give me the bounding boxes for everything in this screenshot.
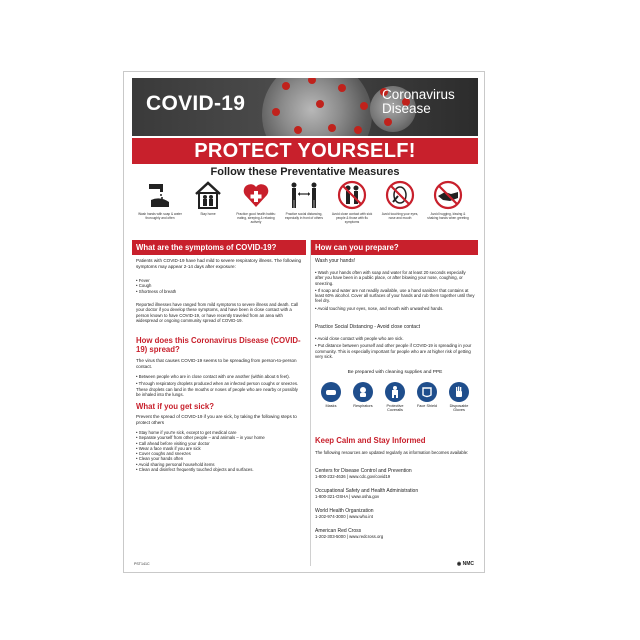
ppe-label: Face Shield <box>416 404 438 408</box>
product-code: PST141C <box>134 562 150 566</box>
ppe-item <box>349 382 377 408</box>
list-item: • Wash your hands often with soap and water for at least 20 seconds especially after you have been in a public place, or after blowing your nose, coughing, or sneezing. <box>315 270 466 286</box>
measures-icons <box>132 180 478 244</box>
symptoms-list <box>136 278 302 294</box>
measure-caption: Avoid touching your eyes, nose and mouth <box>381 212 419 220</box>
list-item: • Wear a face mask if you are sick <box>136 445 201 451</box>
list-item: • Stay home if you're sick, except to get medical care <box>136 430 237 435</box>
list-item: • Avoid sharing personal household items <box>136 461 215 467</box>
informed-intro: The following resources are updated regularly as information becomes available: <box>315 450 469 455</box>
resource-item <box>315 468 475 479</box>
list-item: • Shortness of breath <box>136 288 177 294</box>
gloves-icon <box>449 382 469 402</box>
list-item: • Cover coughs and sneezes <box>136 451 191 457</box>
measure-item <box>234 180 278 224</box>
coveralls-icon <box>385 382 405 402</box>
ppe-label: Disposable Gloves <box>449 404 469 413</box>
no-face-touch-icon <box>385 180 415 210</box>
informed-heading: Keep Calm and Stay Informed <box>315 436 426 445</box>
distancing-title: Practice Social Distancing - Avoid close contact <box>315 324 420 330</box>
ppe-title: Be prepared with cleaning supplies and PPE <box>347 370 443 375</box>
stay-home-icon <box>193 180 223 210</box>
prepare-heading: How can you prepare? <box>311 240 478 255</box>
header-subtitle: Coronavirus Disease <box>382 87 455 116</box>
ppe-item <box>317 382 345 408</box>
ppe-label: Protective Coveralls <box>386 404 404 413</box>
measure-item <box>330 180 374 224</box>
measure-item <box>282 180 326 220</box>
ppe-item <box>381 382 409 413</box>
list-item: • Clean your hands often <box>136 456 184 462</box>
spread-heading: How does this Coronavirus Disease (COVID-19) spread? <box>136 336 301 354</box>
list-item: • Avoid close contact with people who are sick. <box>315 336 404 341</box>
ppe-item <box>445 382 473 413</box>
list-item: • Fever <box>136 278 150 283</box>
spread-list <box>136 374 302 399</box>
measure-item <box>186 180 230 216</box>
resource-name: American Red Cross <box>315 528 362 534</box>
list-item: • Cough <box>136 283 152 289</box>
list-item: • Put distance between yourself and other people if COVID-19 is spreading in your community. This is especially important for people who are at higher risk of getting very sick. <box>315 343 472 359</box>
symptoms-heading: What are the symptoms of COVID-19? <box>132 240 306 255</box>
face-shield-icon <box>417 382 437 402</box>
nmc-logo-icon: ◉ <box>456 561 462 567</box>
measure-caption: Avoid hugging, kissing & shaking hands when greeting <box>427 212 469 220</box>
measure-item <box>426 180 470 220</box>
symptoms-note: Reported illnesses have ranged from mild symptoms to severe illness and death. Call your doctor if you develop these symptoms, and have been in close contact with a person known to have COVID-19, or have recently traveled from an area with widespread or ongoing community spread of COVID-19. <box>136 302 299 323</box>
distancing-list <box>315 336 475 361</box>
resource-contact: 1-202-974-3000 | www.who.int <box>315 514 373 519</box>
resource-name: World Health Organization <box>315 508 374 514</box>
poster-header <box>132 78 478 136</box>
mask-icon <box>321 382 341 402</box>
resource-contact: 1-800-232-4636 | www.cdc.gov/covid19 <box>315 474 391 479</box>
list-item: • Avoid touching your eyes, nose, and mouth with unwashed hands. <box>315 305 444 311</box>
ppe-label: Masks <box>325 404 337 408</box>
measure-item <box>138 180 182 220</box>
wash-list <box>315 270 475 313</box>
handwash-icon <box>145 180 175 210</box>
protect-banner: PROTECT YOURSELF! <box>132 138 478 164</box>
respirator-icon <box>353 382 373 402</box>
brand-logo <box>457 561 474 567</box>
ppe-item <box>413 382 441 408</box>
resource-name: Occupational Safety and Health Administration <box>315 488 419 494</box>
header-title: COVID-19 <box>146 92 246 115</box>
resource-item <box>315 508 475 519</box>
sick-list <box>136 430 302 472</box>
covid-poster <box>123 71 485 573</box>
measure-caption: Stay home <box>200 212 216 216</box>
measures-title: Follow these Preventative Measures <box>210 166 400 178</box>
measure-caption: Avoid close contact with sick people & those with flu symptoms <box>331 212 373 224</box>
brand-name: NMC <box>462 561 474 567</box>
ppe-label: Respirators <box>353 404 373 408</box>
wash-title: Wash your hands! <box>315 258 356 264</box>
heart-health-icon <box>241 180 271 210</box>
measure-caption: Wash hands with soap & water thoroughly and often <box>138 212 182 220</box>
list-item: • If soap and water are not readily available, use a hand sanitizer that contains at least 60% alcohol. Cover all surfaces of your hands and rub them together until they feel dry. <box>315 287 475 304</box>
list-item: • Call ahead before visiting your doctor <box>136 440 210 446</box>
measure-caption: Practice social distancing, especially in front of others <box>285 212 323 220</box>
resource-item <box>315 488 475 499</box>
resource-contact: 1-800-321-OSHA | www.osha.gov <box>315 494 380 499</box>
no-handshake-icon <box>433 180 463 210</box>
resource-contact: 1-202-303-5000 | www.redcross.org <box>315 534 384 539</box>
resource-name: Centers for Disease Control and Prevention <box>315 468 412 474</box>
spread-intro: The virus that causes COVID-19 seems to be spreading from person-to-person contact. <box>136 358 297 369</box>
no-contact-icon <box>337 180 367 210</box>
sick-heading: What if you get sick? <box>136 402 214 411</box>
list-item: • Clean and disinfect frequently touched objects and surfaces. <box>136 467 254 473</box>
list-item: • Separate yourself from other people – and animals – in your home <box>136 435 265 441</box>
measure-item <box>378 180 422 220</box>
resource-item <box>315 528 475 539</box>
measure-caption: Practice good health habits: eating, sleeping & relaxing actively <box>236 212 276 224</box>
right-column <box>310 240 478 566</box>
symptoms-intro: Patients with COVID-19 have had mild to severe respiratory illness. The following symptoms may appear 2-14 days after exposure: <box>136 258 302 269</box>
distancing-icon <box>289 180 319 210</box>
left-column <box>132 240 306 566</box>
ppe-icons <box>315 382 475 420</box>
sick-intro: Prevent the spread of COVID-19 if you are sick, by taking the following steps to protect others <box>136 414 297 425</box>
list-item: • Through respiratory droplets produced when an infected person coughs or sneezes. These droplets can land in the mouths or noses of people who are nearby or possibly be inhaled into the lungs. <box>136 381 299 397</box>
list-item: • Between people who are in close contact with one another (within about 6 feet). <box>136 374 290 379</box>
